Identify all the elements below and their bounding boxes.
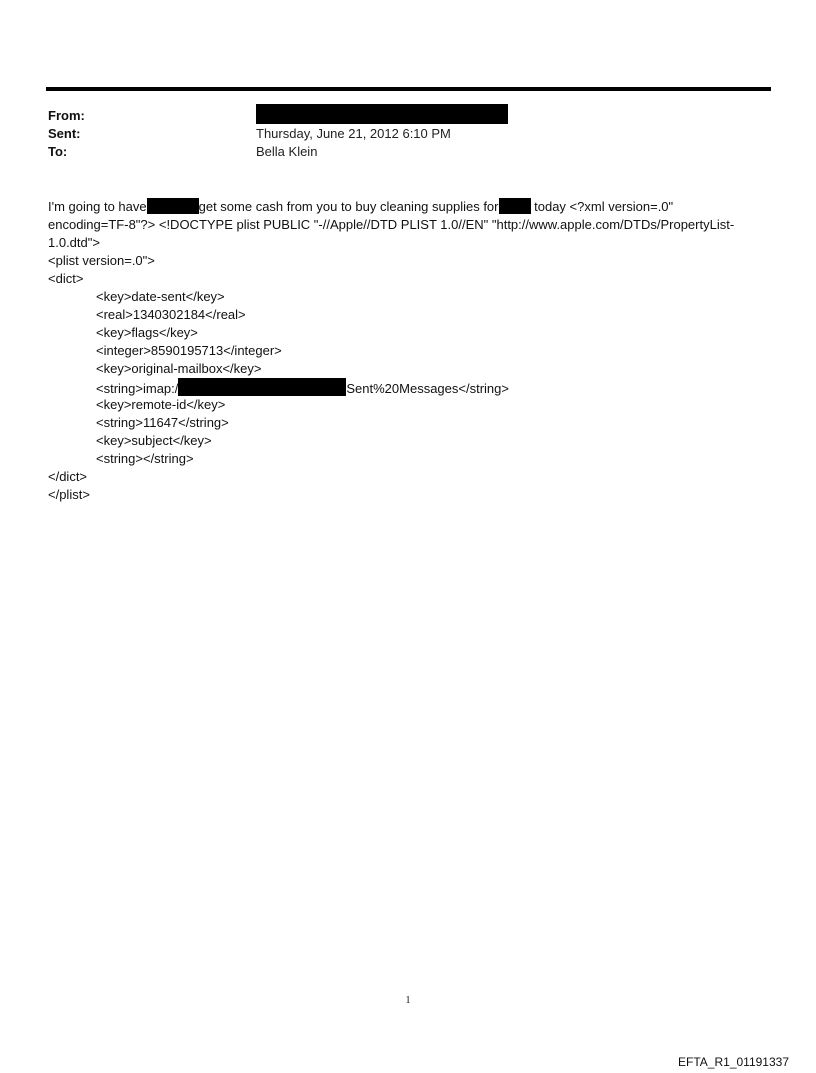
body-line: </plist> — [48, 487, 90, 502]
redaction-block — [147, 198, 199, 214]
sent-label: Sent: — [48, 126, 81, 141]
header-rule — [46, 87, 771, 91]
page-number: 1 — [405, 995, 411, 1006]
body-text: today <?xml version=.0" — [534, 199, 674, 214]
body-line: <plist version=.0"> — [48, 253, 155, 268]
body-line: <string></string> — [96, 451, 194, 466]
body-text: get some cash from you to buy cleaning supplies for — [198, 199, 499, 214]
to-value: Bella Klein — [256, 144, 318, 159]
body-line — [48, 198, 768, 216]
from-value-redaction — [256, 104, 508, 126]
body-line: <string>11647</string> — [96, 415, 229, 430]
body-line: encoding=TF-8"?> <!DOCTYPE plist PUBLIC "-//Apple//DTD PLIST 1.0//EN" "http://www.apple.com/DTDs/PropertyList- — [48, 217, 735, 232]
redaction-block — [256, 104, 508, 124]
body-line: <dict> — [48, 271, 84, 286]
document-id: EFTA_R1_01191337 — [678, 1055, 789, 1069]
from-label: From: — [48, 108, 85, 123]
body-text: I'm going to have — [48, 199, 147, 214]
body-line: <key>flags</key> — [96, 325, 198, 340]
body-line — [48, 378, 768, 396]
body-line: 1.0.dtd"> — [48, 235, 100, 250]
body-line: <real>1340302184</real> — [96, 307, 246, 322]
body-text: <string>imap:/ — [96, 381, 179, 396]
body-text: Sent%20Messages</string> — [346, 381, 509, 396]
redaction-block — [499, 198, 531, 214]
body-line: <key>remote-id</key> — [96, 397, 226, 412]
to-label: To: — [48, 144, 68, 159]
sent-value: Thursday, June 21, 2012 6:10 PM — [256, 126, 451, 141]
body-line: <key>subject</key> — [96, 433, 212, 448]
body-line: <key>original-mailbox</key> — [96, 361, 262, 376]
email-body — [48, 198, 768, 504]
body-line: </dict> — [48, 469, 88, 484]
redaction-block — [178, 378, 346, 396]
body-line: <key>date-sent</key> — [96, 289, 225, 304]
body-line: <integer>8590195713</integer> — [96, 343, 282, 358]
